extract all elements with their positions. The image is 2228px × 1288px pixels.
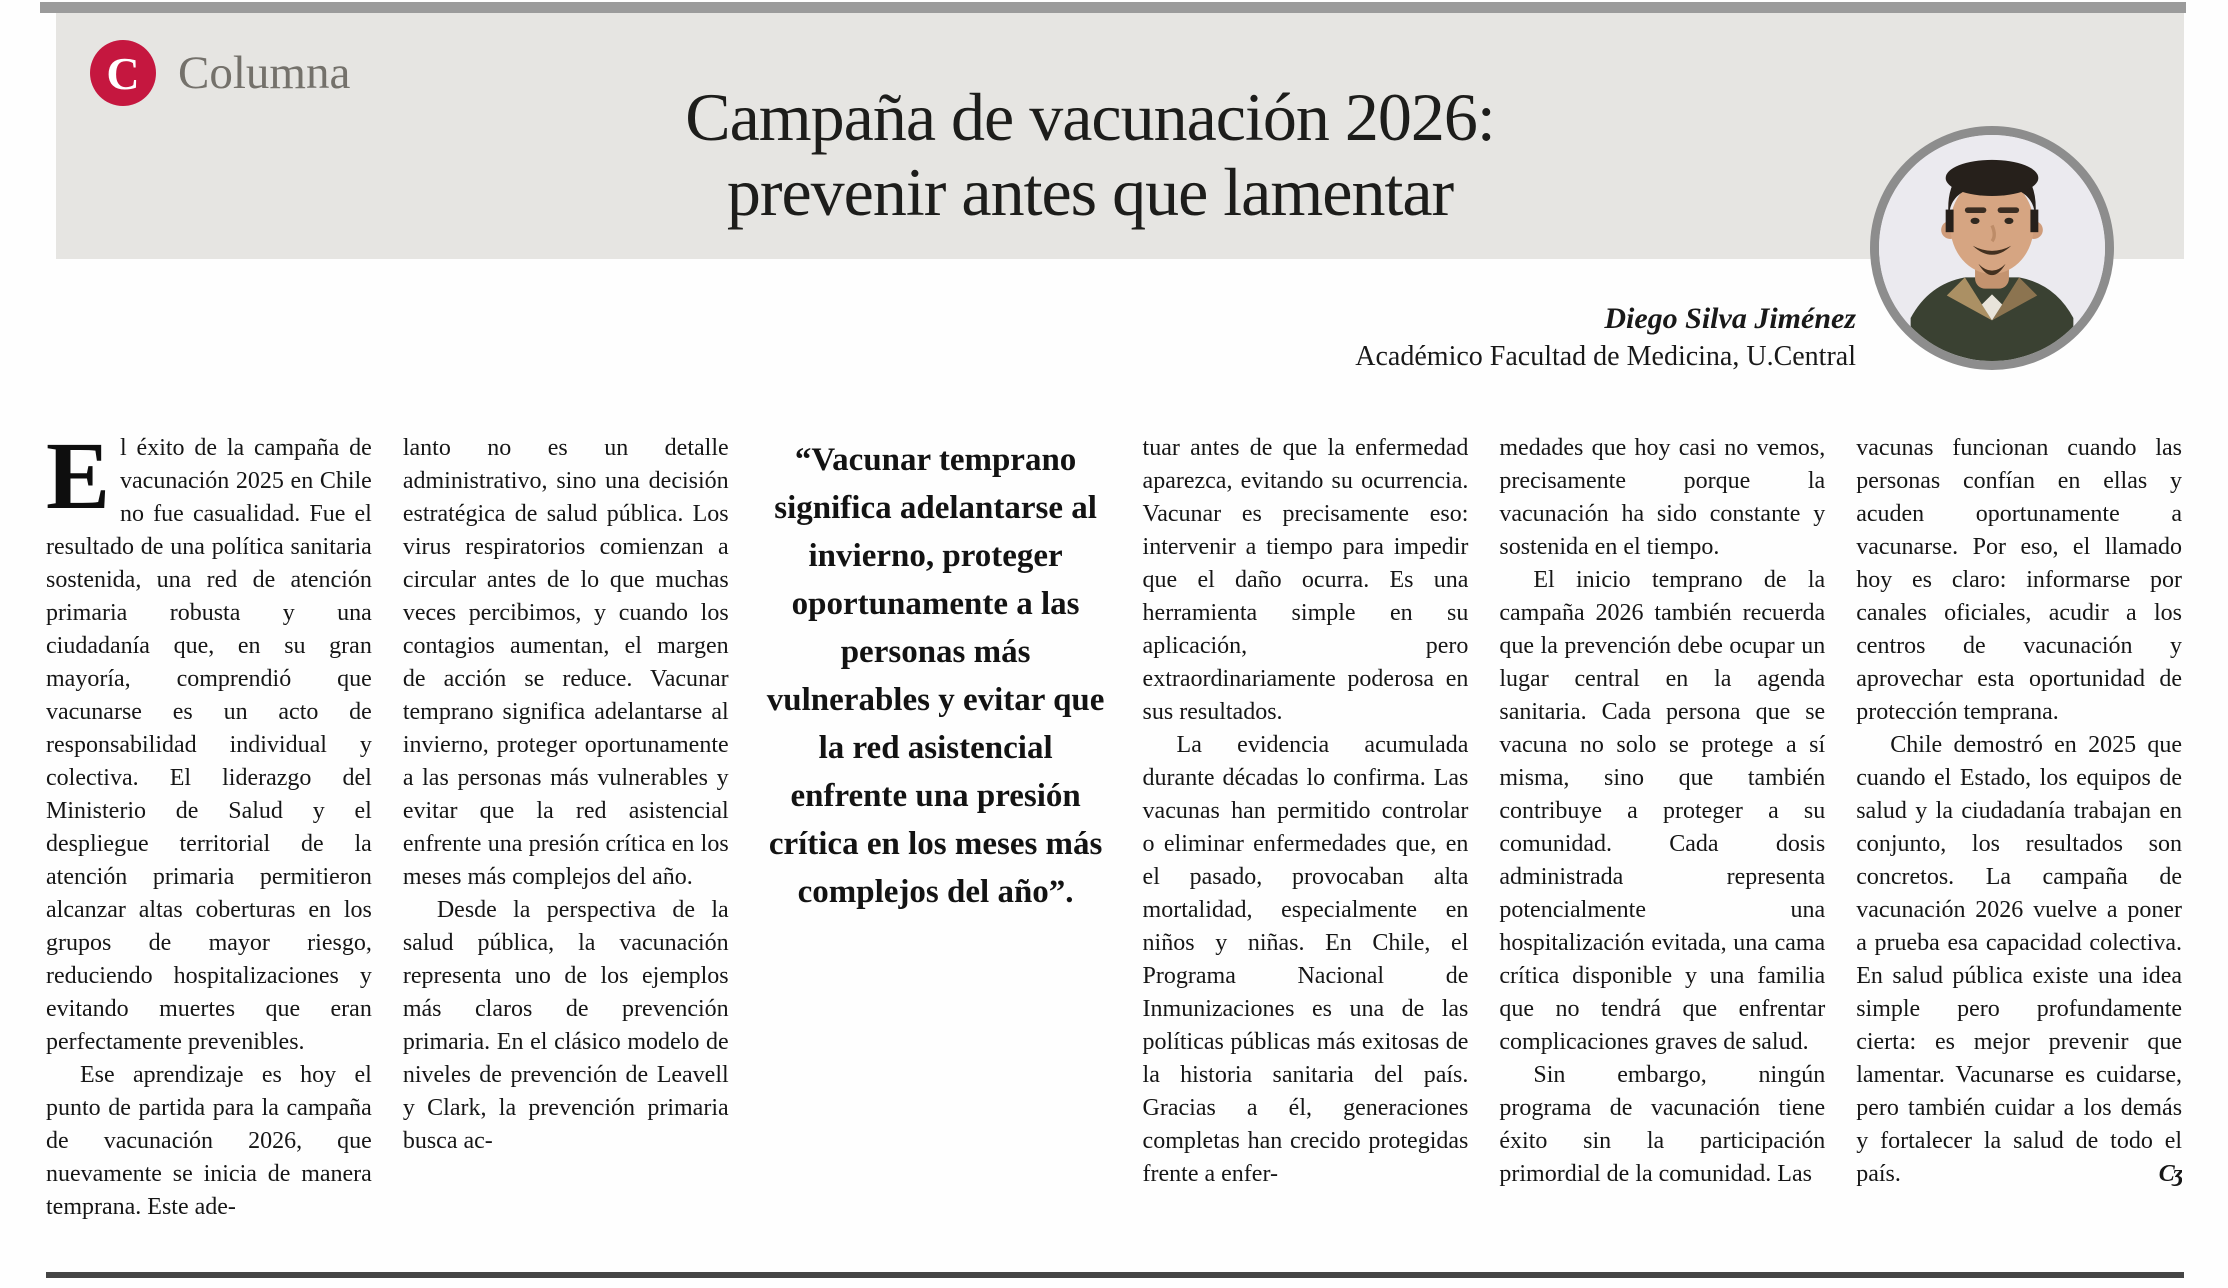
badge-letter: C [106,47,140,99]
paragraph: vacunas funcionan cuando las personas confían en ellas y acuden oportunamente a vacunarse. Por eso, el llamado hoy es claro: informarse por canales oficiales, acudir a los centros de vacunación y aprovechar esta oportunidad de protección temprana. [1856,435,2182,725]
article-title-line2: prevenir antes que lamentar [726,153,1454,230]
paragraph: tuar antes de que la enfermedad aparezca, evitando su ocurrencia. Vacunar es precisamente eso: intervenir a tiempo para impedir que el daño ocurra. Es una herramienta simple en su aplicación, pero extraordinariamente poderosa en sus resultados. [1142,435,1469,725]
text-column-2 [403,432,729,1252]
paragraph: La evidencia acumulada durante décadas lo confirma. Las vacunas han permitido controlar o eliminar enfermedades que, en el pasado, provocaban alta mortalidad, especialmente en niños y niñas. En Chile, el Programa Nacional de Inmunizaciones es una de las políticas públicas más exitosas de la historia sanitaria del país. Gracias a él, generaciones completas han crecido protegidas frente a enfer- [1142,732,1469,1187]
paragraph: El éxito de la campaña de vacunación 2025 en Chile no fue casualidad. Fue el resultado de una política sanitaria sostenida, una red de atención primaria robusta y una ciudadanía que, en su gran mayoría, comprendió que vacunarse es un acto de responsabilidad individual y colectiva. El liderazgo del Ministerio de Salud y el despliegue territorial de la atención primaria permitieron alcanzar altas coberturas en los grupos de mayor riesgo, reduciendo hospitalizaciones y evitando muertes que eran perfectamente prevenibles. [46,432,372,1055]
paragraph: lanto no es un detalle administrativo, sino una decisión estratégica de salud pública. Los virus respiratorios comienzan a circular antes de lo que muchas veces percibimos, y cuando los contagios aumentan, el margen de acción se reduce. Vacunar temprano significa adelantarse al invierno, proteger oportunamente a las personas más vulnerables y evitar que la red asistencial enfrente una presión crítica en los meses más complejos del año. [402,435,729,890]
bottom-divider-rule [46,1272,2184,1278]
paragraph: Ese aprendizaje es hoy el punto de partida para la campaña de vacunación 2026, que nuevamente se inicia de manera temprana. Este ade- [46,1062,372,1220]
author-name: Diego Silva Jiménez [1604,302,1856,335]
paragraph: Desde la perspectiva de la salud pública, la vacunación representa uno de los ejemplos más claros de prevención primaria. En el clásico modelo de niveles de prevención de Leavell y Clark, la prevención primaria busca ac- [402,897,729,1154]
top-divider-bar [40,2,2186,13]
text-column-4 [1143,432,1469,1252]
text-column-6 [1856,432,2182,1252]
end-of-article-mark: Cʒ [2154,1161,2182,1187]
author-portrait [1870,126,2114,370]
article-columns [46,432,2182,1252]
text-column-5 [1499,432,1825,1252]
column-section-badge [90,40,156,106]
paragraph: Sin embargo, ningún programa de vacunación tiene éxito sin la participación primordial de la comunidad. Las [1499,1062,1826,1187]
author-portrait-illustration [1879,135,2105,361]
drop-cap: E [46,432,111,529]
article-title [520,80,1660,230]
article-title-line1: Campaña de vacunación 2026: [685,79,1495,155]
pull-quote: “Vacunar temprano significa adelantarse al invierno, proteger oportunamente a las personas más vulnerables y evitar que la red asistencial enfrente una presión crítica en los meses más complejos del año”. [766,442,1105,910]
section-label: Columna [178,47,351,99]
paragraph: medades que hoy casi no vemos, precisamente porque la vacunación ha sido constante y sostenida en el tiempo. [1499,435,1826,560]
paragraph: El inicio temprano de la campaña 2026 también recuerda que la prevención debe ocupar un lugar central en la agenda sanitaria. Cada persona que se vacuna no solo se protege a sí misma, sino que también contribuye a proteger a su comunidad. Cada dosis administrada representa potencialmente una hospitalización evitada, una cama crítica disponible y una familia que no tendrá que enfrentar complicaciones graves de salud. [1499,567,1826,1055]
paragraph: Chile demostró en 2025 que cuando el Estado, los equipos de salud y la ciudadanía trabajan en conjunto, los resultados son concretos. La campaña de vacunación 2026 vuelve a poner a prueba esa capacidad colectiva. En salud pública existe una idea simple pero profundamente cierta: es mejor prevenir que lamentar. Vacunarse es cuidarse, pero también cuidar a los demás y fortalecer la salud de todo el país. Cʒ [1856,729,2182,1191]
text-column-1 [46,432,372,1252]
author-affiliation: Académico Facultad de Medicina, U.Central [1355,341,1856,372]
byline [1355,300,1856,376]
